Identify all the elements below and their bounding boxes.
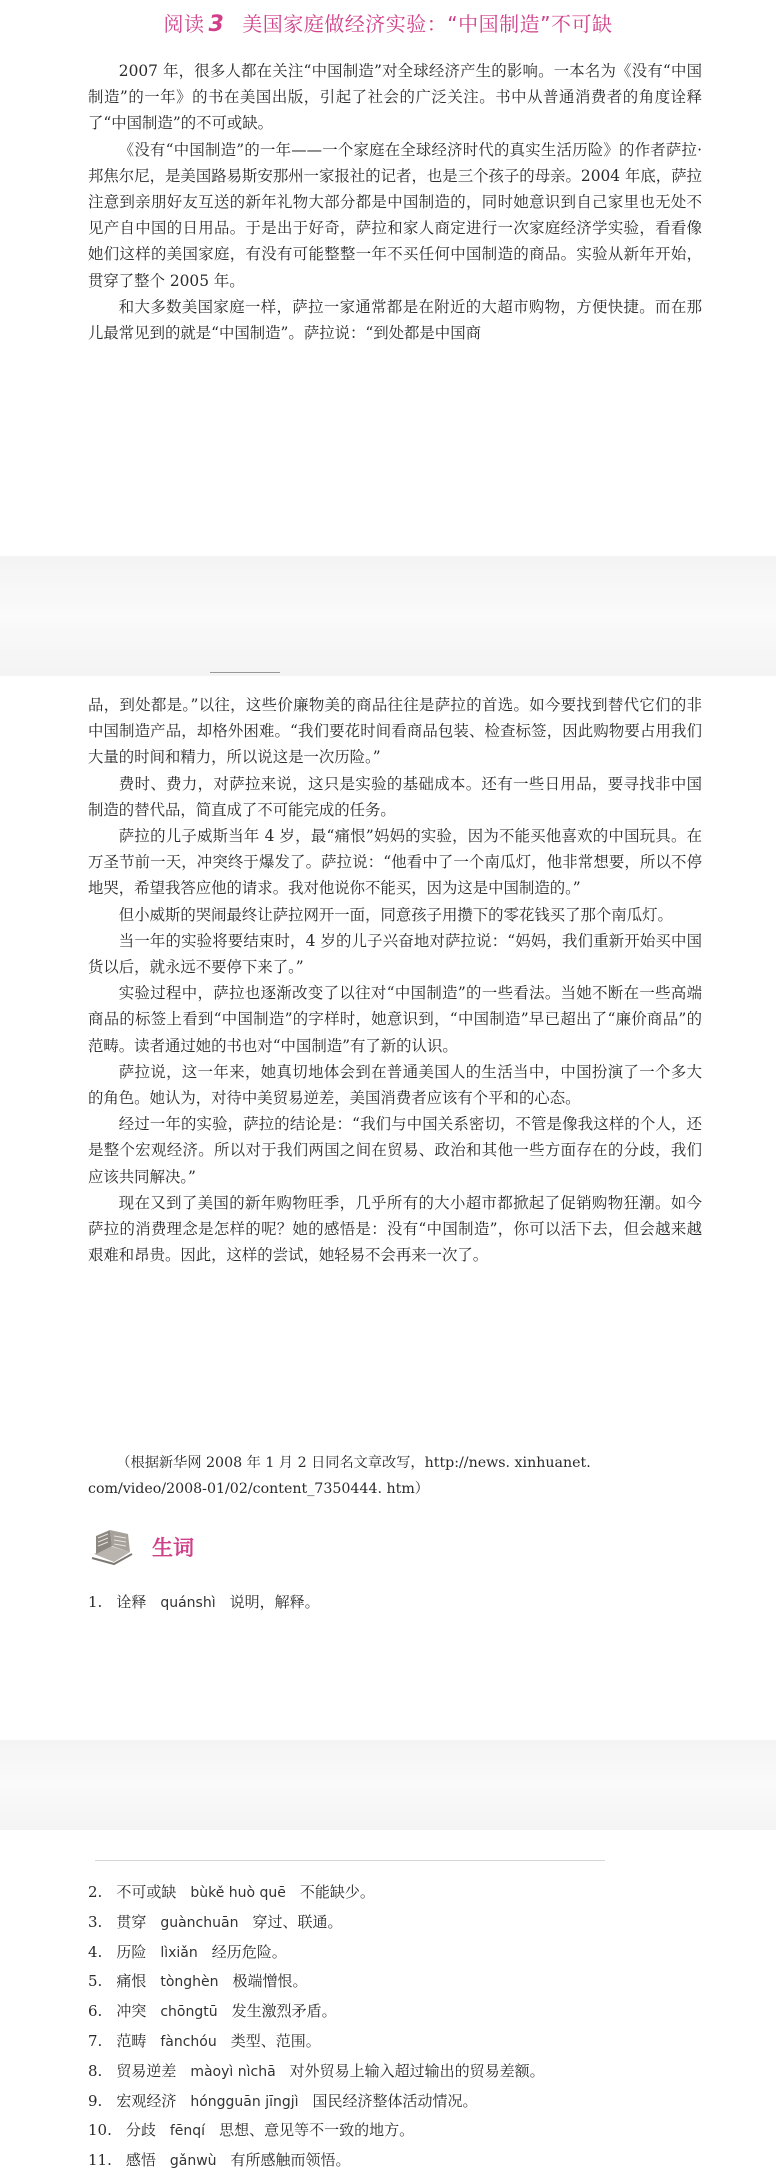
vocab-item: 3. 贯穿 guànchuān 穿过、联通。 bbox=[88, 1912, 343, 1931]
divider bbox=[95, 1860, 605, 1861]
source-citation: （根据新华网 2008 年 1 月 2 日同名文章改写，http://news. xinhuanet. com/video/2008-01/02/content_7350444. htm） bbox=[88, 1455, 591, 1497]
page-gap bbox=[0, 556, 776, 676]
paragraph: 经过一年的实验，萨拉的结论是：“我们与中国关系密切，不管是像我这样的个人，还是整个宏观经济。所以对于我们两国之间在贸易、政治和其他一些方面存在的分歧，我们应该共同解决。” bbox=[88, 1115, 702, 1186]
vocab-item: 9. 宏观经济 hóngguān jīngjì 国民经济整体活动情况。 bbox=[88, 2091, 478, 2110]
paragraph: 2007 年，很多人都在关注“中国制造”对全球经济产生的影响。一本名为《没有“中国制造”的一年》的书在美国出版，引起了社会的广泛关注。书中从普通消费者的角度诠释了“中国制造”的不可或缺。 bbox=[88, 62, 702, 133]
paragraph: 当一年的实验将要结束时，4 岁的儿子兴奋地对萨拉说：“妈妈，我们重新开始买中国货以后，就永远不要停下来了。” bbox=[88, 931, 702, 977]
paragraph: 和大多数美国家庭一样，萨拉一家通常都是在附近的大超市购物，方便快捷。而在那儿最常见到的就是“中国制造”。萨拉说：“到处都是中国商 bbox=[88, 297, 702, 343]
reading-number: 3 bbox=[208, 12, 225, 37]
vocab-item: 8. 贸易逆差 màoyì nìchā 对外贸易上输入超过输出的贸易差额。 bbox=[88, 2061, 545, 2080]
paragraph: 费时、费力，对萨拉来说，这只是实验的基础成本。还有一些日用品，要寻找非中国制造的替代品，简直成了不可能完成的任务。 bbox=[88, 774, 702, 819]
vocab-item: 10. 分歧 fēnqí 思想、意见等不一致的地方。 bbox=[88, 2121, 415, 2140]
vocab-list-part1 bbox=[88, 1588, 728, 1618]
article-title: 美国家庭做经济实验：“中国制造”不可缺 bbox=[242, 12, 613, 36]
article-body-part1 bbox=[88, 58, 702, 346]
paragraph: 萨拉的儿子威斯当年 4 岁，最“痛恨”妈妈的实验，因为不能买他喜欢的中国玩具。在万圣节前一天，冲突终于爆发了。萨拉说：“他看中了一个南瓜灯，他非常想要，所以不停地哭，希望我答应他的请求。我对他说你不能买，因为这是中国制造的。” bbox=[88, 827, 702, 898]
vocab-item: 11. 感悟 gǎnwù 有所感触而领悟。 bbox=[88, 2151, 351, 2170]
reading-label: 阅读 bbox=[163, 12, 205, 36]
vocab-item: 5. 痛恨 tònghèn 极端憎恨。 bbox=[88, 1972, 308, 1991]
article-body-part2 bbox=[88, 692, 702, 1268]
paragraph-continued: 品，到处都是。”以往，这些价廉物美的商品往往是萨拉的首选。如今要找到替代它们的非中国制造产品，却格外困难。“我们要花时间看商品包装、检查标签，因此购物要占用我们大量的时间和精力，所以说这是一次历险。” bbox=[88, 696, 702, 767]
vocab-item: 2. 不可或缺 bùkě huò quē 不能缺少。 bbox=[88, 1883, 375, 1901]
vocab-section-header bbox=[88, 1524, 388, 1570]
vocab-item: 7. 范畴 fànchóu 类型、范围。 bbox=[88, 2031, 321, 2050]
paragraph: 《没有“中国制造”的一年——一个家庭在全球经济时代的真实生活历险》的作者萨拉·邦焦尔尼，是美国路易斯安那州一家报社的记者，也是三个孩子的母亲。2004 年底，萨拉注意到亲朋好友互送的新年礼物大部分都是中国制造的，同时她意识到自己家里也无处不见产自中国的日用品。于是出于好奇，萨拉和家人商定进行一次家庭经济学实验，看看像她们这样的美国家庭，有没有可能整整一年不买任何中国制造的商品。实验从新年开始，贯穿了整个 2005 年。 bbox=[88, 140, 702, 290]
paragraph: 实验过程中，萨拉也逐渐改变了以往对“中国制造”的一些看法。当她不断在一些高端商品的标签上看到“中国制造”的字样时，她意识到，“中国制造”早已超出了“廉价商品”的范畴。读者通过她的书也对“中国制造”有了新的认识。 bbox=[88, 984, 702, 1055]
reading-header bbox=[0, 8, 776, 42]
paragraph: 现在又到了美国的新年购物旺季，几乎所有的大小超市都掀起了促销购物狂潮。如今萨拉的消费理念是怎样的呢？她的感悟是：没有“中国制造”，你可以活下去，但会越来越艰难和昂贵。因此，这样的尝试，她轻易不会再来一次了。 bbox=[88, 1193, 702, 1265]
paragraph: 但小威斯的哭闹最终让萨拉网开一面，同意孩子用攒下的零花钱买了那个南瓜灯。 bbox=[118, 905, 673, 924]
vocab-item: 1. 诠释 quánshì 说明，解释。 bbox=[88, 1593, 320, 1611]
divider bbox=[210, 672, 280, 673]
book-icon bbox=[88, 1524, 136, 1568]
vocab-list-part2 bbox=[88, 1878, 728, 2176]
vocab-item: 6. 冲突 chōngtū 发生激烈矛盾。 bbox=[88, 2002, 337, 2021]
paragraph: 萨拉说，这一年来，她真切地体会到在普通美国人的生活当中，中国扮演了一个多大的角色。她认为，对待中美贸易逆差，美国消费者应该有个平和的心态。 bbox=[88, 1062, 702, 1108]
vocab-item: 4. 历险 lìxiǎn 经历危险。 bbox=[88, 1942, 287, 1961]
page-gap bbox=[0, 1740, 776, 1830]
vocab-title: 生词 bbox=[152, 1536, 194, 1560]
